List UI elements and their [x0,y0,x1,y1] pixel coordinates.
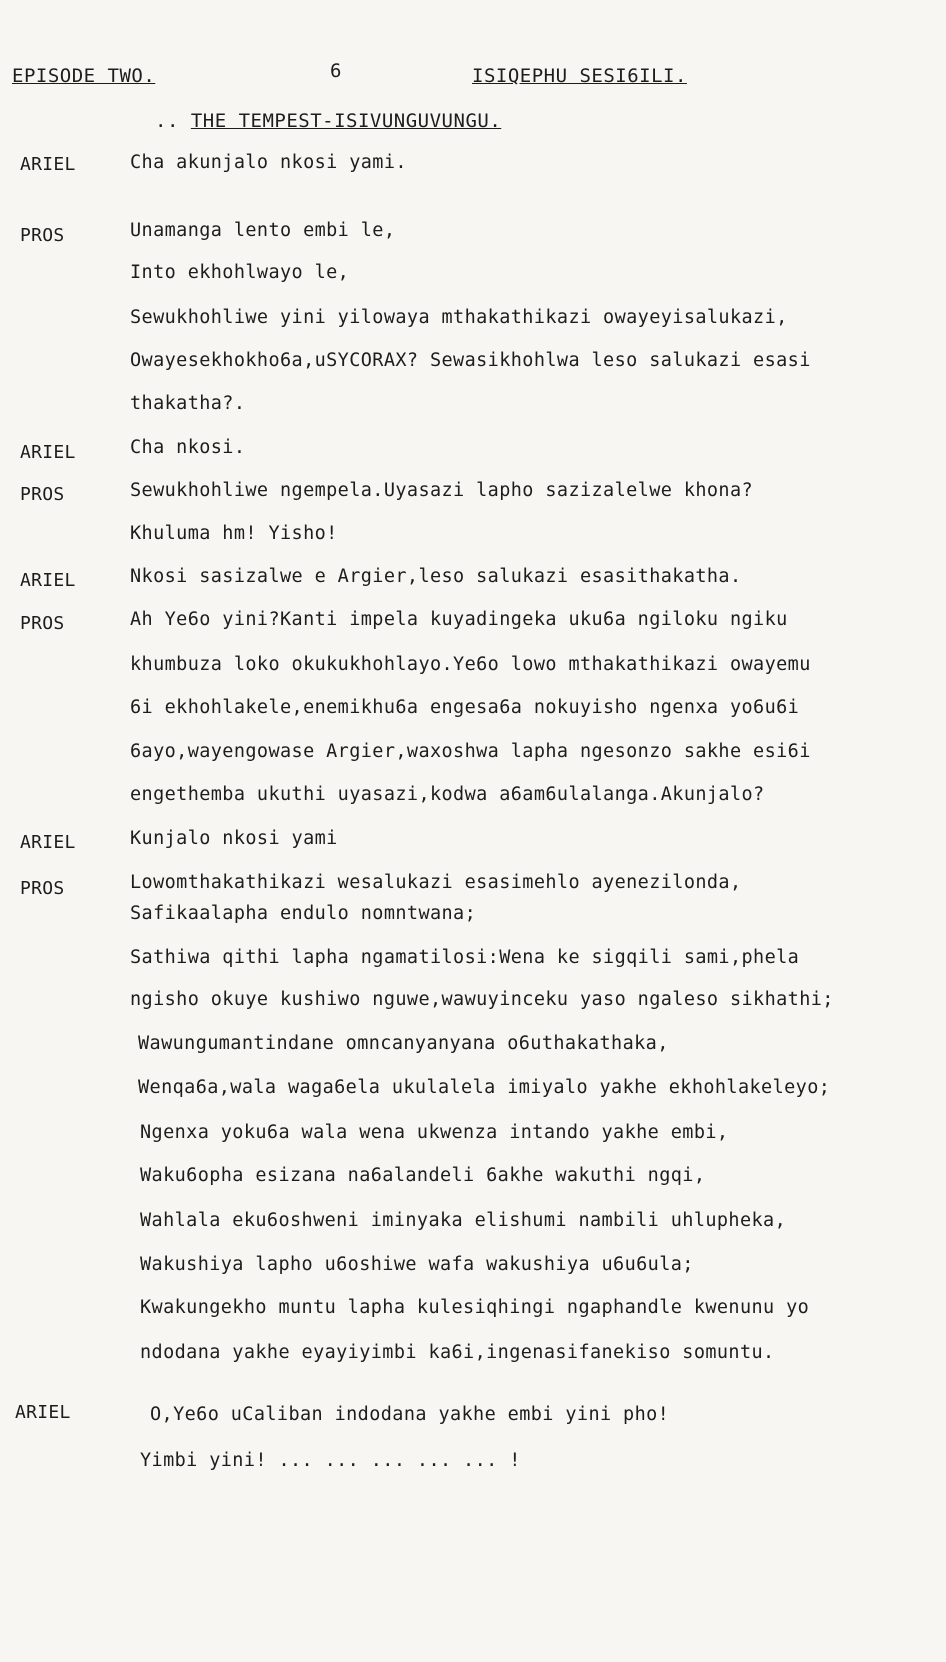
dialogue-line: Into ekhohlwayo le, [130,262,350,283]
dialogue-line: ngisho okuye kushiwo nguwe,wawuyinceku yaso ngaleso sikhathi; [130,989,834,1010]
speaker-label: ARIEL [20,442,76,463]
dialogue-line: Yimbi yini! ... ... ... ... ... ! [140,1450,521,1471]
dialogue-line: Cha nkosi. [130,437,246,458]
episode-label: EPISODE TWO. [12,65,156,87]
speaker-label: PROS [20,225,65,246]
dialogue-line: Kunjalo nkosi yami [130,828,338,849]
dialogue-line: Safikaalapha endulo nomntwana; [130,903,477,924]
speaker-label: PROS [20,613,65,634]
dialogue-line: Nkosi sasizalwe e Argier,leso salukazi esasithakatha. [130,566,742,587]
dialogue-line: Sewukhohliwe ngempela.Uyasazi lapho sazizalelwe khona? [130,480,754,501]
title-prefix: .. [155,110,179,132]
dialogue-line: Khuluma hm! Yisho! [130,523,338,544]
dialogue-line: Kwakungekho muntu lapha kulesiqhingi ngaphandle kwenunu yo [140,1297,810,1318]
dialogue-line: Unamanga lento embi le, [130,220,396,241]
dialogue-line: 6i ekhohlakele,enemikhu6a engesa6a nokuyisho ngenxa yo6u6i [130,697,800,718]
dialogue-line: Wakushiya lapho u6oshiwe wafa wakushiya u6u6ula; [140,1254,694,1275]
dialogue-line: Ngenxa yoku6a wala wena ukwenza intando yakhe embi, [140,1122,729,1143]
speaker-label: PROS [20,878,65,899]
speaker-label: ARIEL [20,832,76,853]
dialogue-line: Wawungumantindane omncanyanyana o6uthakathaka, [138,1033,669,1054]
title-text: THE TEMPEST-ISIVUNGUVUNGU. [190,110,502,132]
dialogue-line: thakatha?. [130,393,246,414]
dialogue-line: 6ayo,wayengowase Argier,waxoshwa lapha ngesonzo sakhe esi6i [130,741,811,762]
page-title [155,110,501,132]
speaker-label: ARIEL [15,1402,71,1423]
speaker-label: ARIEL [20,154,76,175]
dialogue-line: ndodana yakhe eyayiyimbi ka6i,ingenasifanekiso somuntu. [140,1342,775,1363]
speaker-label: ARIEL [20,570,76,591]
dialogue-line: O,Ye6o uCaliban indodana yakhe embi yini pho! [150,1404,670,1425]
dialogue-line: Sathiwa qithi lapha ngamatilosi:Wena ke sigqili sami,phela [130,947,800,968]
dialogue-line: Owayesekhokho6a,uSYCORAX? Sewasikhohlwa leso salukazi esasi [130,350,811,371]
dialogue-line: Sewukhohliwe yini yilowaya mthakathikazi owayeyisalukazi, [130,307,788,328]
dialogue-line: Waku6opha esizana na6alandeli 6akhe wakuthi ngqi, [140,1165,706,1186]
chapter-label: ISIQEPHU SESI6ILI. [472,65,687,87]
speaker-label: PROS [20,484,65,505]
dialogue-line: engethemba ukuthi uyasazi,kodwa a6am6ulalanga.Akunjalo? [130,784,765,805]
dialogue-line: Ah Ye6o yini?Kanti impela kuyadingeka uku6a ngiloku ngiku [130,609,788,630]
dialogue-line: Wenqa6a,wala waga6ela ukulalela imiyalo yakhe ekhohlakeleyo; [138,1077,831,1098]
page-header [12,60,912,90]
dialogue-line: Lowomthakathikazi wesalukazi esasimehlo ayenezilonda, [130,872,742,893]
dialogue-line: khumbuza loko okukukhohlayo.Ye6o lowo mthakathikazi owayemu [130,654,811,675]
dialogue-line: Wahlala eku6oshweni iminyaka elishumi nambili uhlupheka, [140,1210,787,1231]
page-number: 6 [330,60,342,82]
dialogue-line: Cha akunjalo nkosi yami. [130,152,407,173]
